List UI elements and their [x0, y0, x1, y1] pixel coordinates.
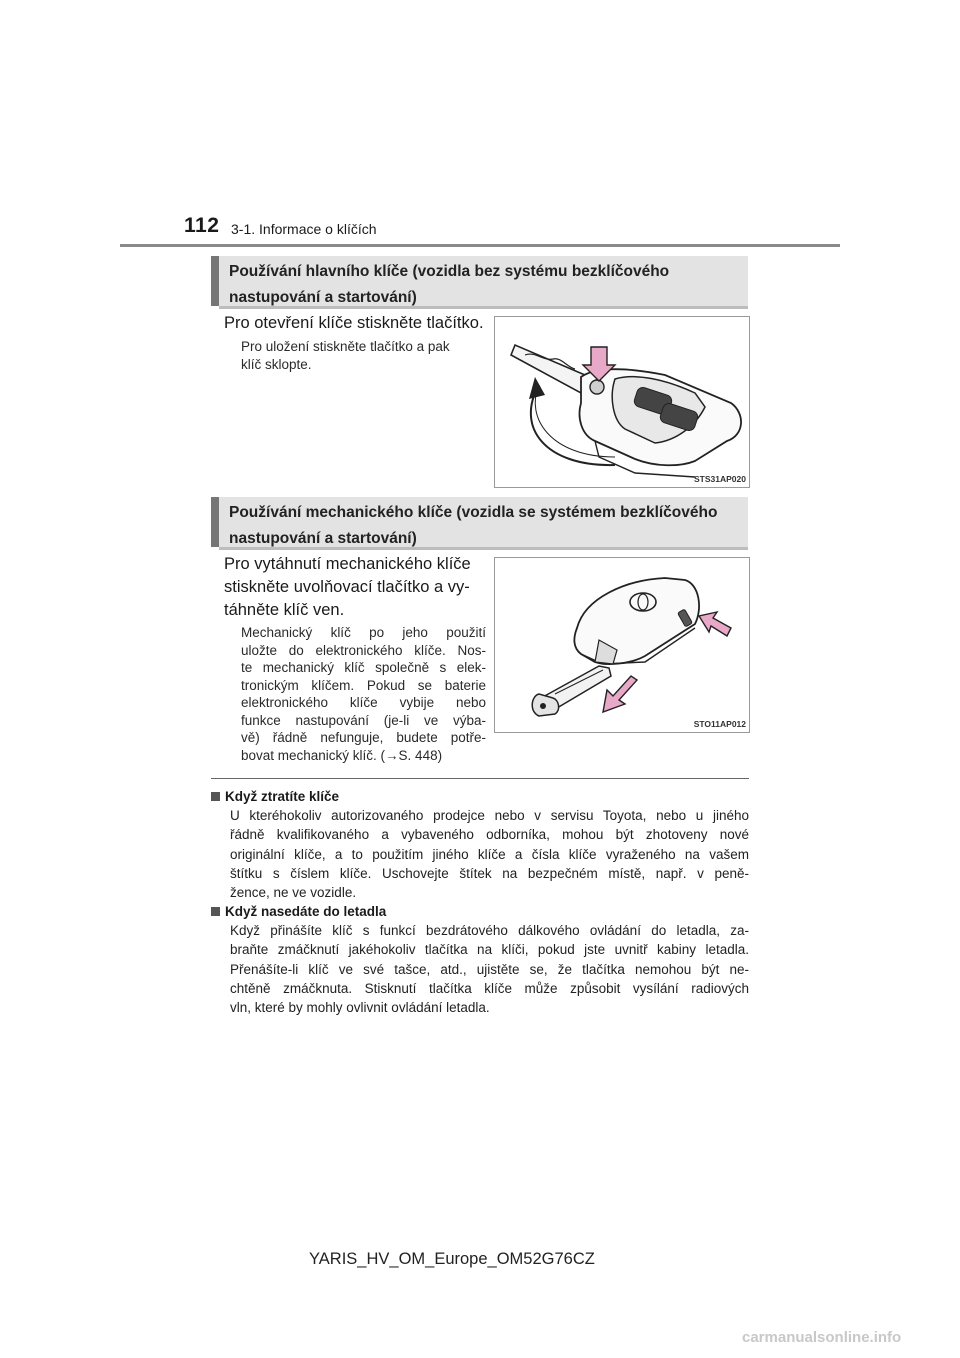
step-line: stiskněte uvolňovací tlačítko a vy- [224, 578, 470, 596]
arc-arrowhead [529, 377, 545, 399]
substep-line: Pro uložení stiskněte tlačítko a pak [241, 339, 450, 354]
substep-line: te mechanický klíč společně s elek- [241, 660, 486, 675]
press-arrow-icon [699, 612, 731, 636]
section-divider [211, 778, 749, 779]
substep-line: funkce nastupování (je-li ve výba- [241, 712, 486, 728]
step-open-key: Pro otevření klíče stiskněte tlačítko. [224, 314, 484, 332]
bullet-square-icon [211, 907, 220, 916]
page-number: 112 [184, 214, 220, 237]
step-line: táhněte klíč ven. [224, 601, 345, 619]
figure-code: STS31AP020 [694, 474, 746, 484]
document-code: YARIS_HV_OM_Europe_OM52G76CZ [309, 1250, 595, 1268]
heading-line: Používání mechanického klíče (vozidla se systémem bezklíčového [229, 504, 718, 521]
heading-line: nastupování a startování) [229, 289, 417, 306]
note-body: Když přinášíte klíč s funkcí bezdrátového dálkového ovládání do letadla, za- braňte zmáčknutí jakéhokoliv tlačítka na klíči, pokud jste uvnitř kabiny letadla. Přenášíte-li klíč ve své tašce, atd., ujistěte se, že tlačítka nemohou být ne- chtěně zmáčknuta. Stisknutí tlačítka klíče může způsobit vysílání radiových vln, které by mohly ovlivnit ovládání letadla. [230, 923, 749, 1016]
substep-line: elektronického klíče vybije nebo [241, 695, 486, 710]
step-line: Pro vytáhnutí mechanického klíče [224, 555, 471, 573]
figure-code: STO11AP012 [693, 719, 746, 729]
header-rule [120, 244, 840, 247]
release-button [590, 380, 604, 394]
substep-line: klíč sklopte. [241, 356, 312, 372]
figure-master-key [494, 316, 750, 488]
step-pull-mechanical-key [224, 553, 482, 622]
substep-line: bovat mechanický klíč. (→S. 448) [241, 747, 443, 763]
note-title: Když ztratíte klíče [211, 788, 749, 806]
substep-line: tronickým klíčem. Pokud se baterie [241, 677, 486, 693]
pull-arrow-icon [603, 676, 637, 712]
heading-line: nastupování a startování) [229, 530, 417, 547]
note-body: U kteréhokoliv autorizovaného prodejce nebo v servisu Toyota, nebo u jiného řádně kvalifikovaného a vybaveného odborníka, mohou být zhotoveny nové originální klíče, a to použitím jiného klíče a čísla klíče vyraženého na vašem štítku s číslem klíče. Uschovejte štítek na bezpečném místě, např. v peně- žence, ne ve vozidle. [230, 808, 749, 901]
section-label: 3-1. Informace o klíčích [231, 221, 377, 237]
note-title: Když nasedáte do letadla [211, 903, 749, 921]
figure-mechanical-key [494, 557, 750, 733]
substep-line: vě) řádně nefunguje, budete potře- [241, 730, 486, 745]
substep-store-mechanical-key [241, 624, 486, 764]
section-heading-master-key [211, 256, 748, 306]
heading-line: Používání hlavního klíče (vozidla bez systému bezklíčového [229, 263, 670, 280]
substep-line: Mechanický klíč po jeho použití [241, 625, 486, 640]
master-key-illustration [495, 317, 749, 487]
note-airplane [211, 903, 749, 1017]
substep-fold-key [241, 338, 481, 373]
substep-line: uložte do elektronického klíče. Nos- [241, 642, 486, 658]
smart-key-illustration [495, 558, 749, 732]
bullet-square-icon [211, 792, 220, 801]
note-lost-keys [211, 788, 749, 902]
watermark: carmanualsonline.info [742, 1329, 902, 1346]
section-heading-mechanical-key [211, 497, 748, 547]
